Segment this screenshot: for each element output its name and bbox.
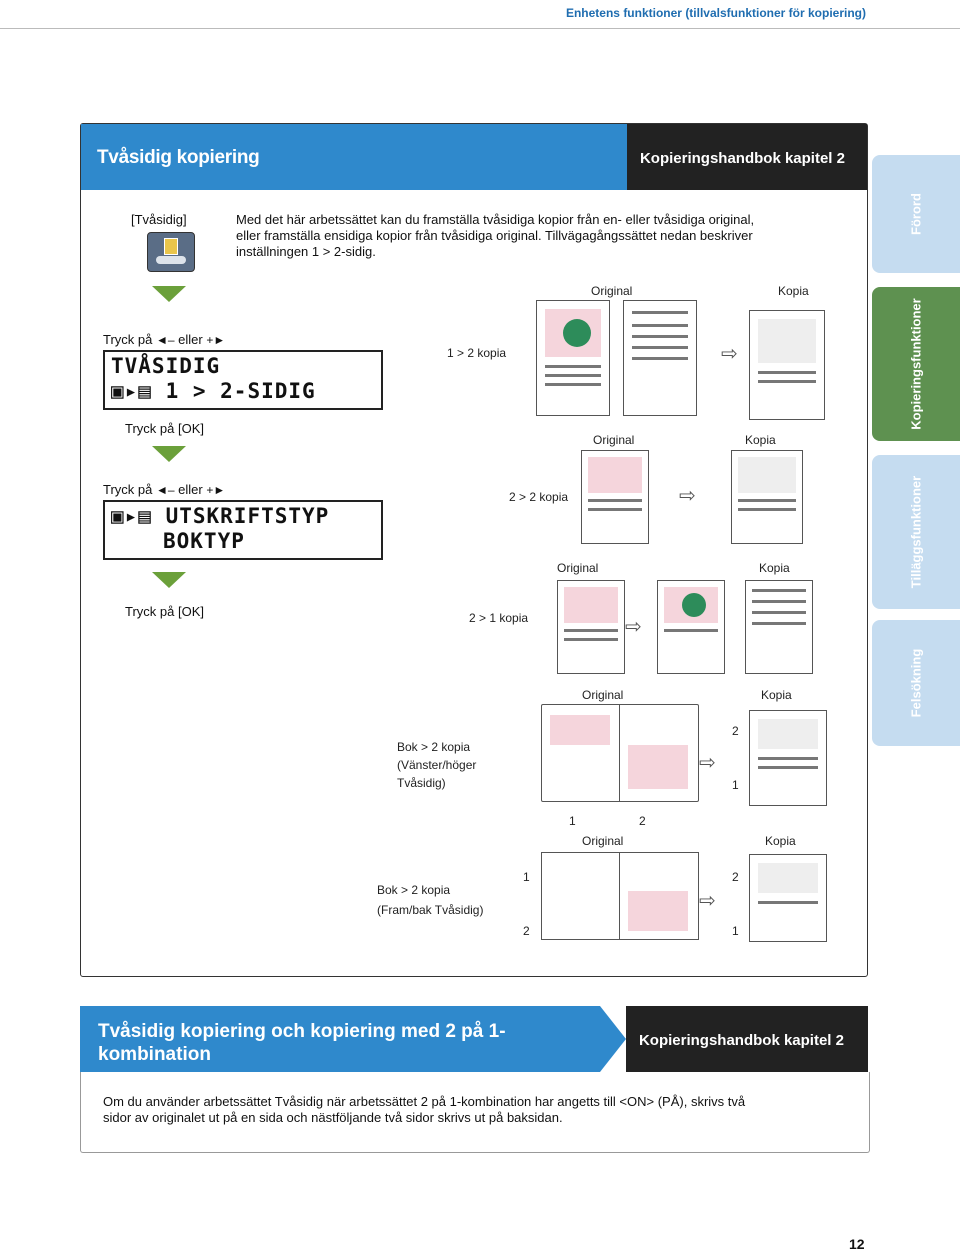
duplex-icon: ▣▸▤ [111, 504, 152, 528]
left-arrow-icon: ◄– [155, 333, 175, 347]
page-number-1: 1 [523, 870, 530, 884]
page-number-1: 1 [732, 924, 739, 938]
step-arrow-icon [152, 572, 186, 588]
manual-reference: Kopieringshandbok kapitel 2 [638, 1032, 844, 1049]
mode-2-to-2: 2 > 2 kopia [509, 490, 569, 504]
original-page [623, 300, 697, 416]
section-2-header [80, 1006, 868, 1072]
page-number-2: 2 [523, 924, 530, 938]
mode-1-to-2: 1 > 2 kopia [447, 346, 507, 360]
original-page [536, 300, 610, 416]
copy-page [657, 580, 725, 674]
left-arrow-icon: ◄– [155, 483, 175, 497]
tab-forord[interactable]: Förord [872, 155, 960, 273]
section-2-title: Tvåsidig kopiering och kopiering med 2 på 1- kombination [98, 1021, 506, 1065]
copy-page [749, 854, 827, 942]
mode-label: [Tvåsidig] [131, 212, 187, 227]
manual-reference: Kopieringshandbok kapitel 2 [639, 150, 845, 167]
column-original: Original [557, 561, 599, 575]
step-press-ok: Tryck på [OK] [125, 421, 204, 436]
tab-kopieringsfunktioner[interactable]: Kopieringsfunktioner [872, 287, 960, 441]
section-2-text: Om du använder arbetssättet Tvåsidig när arbetssättet 2 på 1-kombination har angetts till <ON> (PÅ), skrivs två sidor av originalet ut på en sida och nästföljande två sidor skrivs ut på baksidan. [103, 1094, 746, 1125]
open-book-original [541, 852, 699, 940]
column-copy: Kopia [761, 688, 792, 702]
section-two-sided [80, 123, 868, 977]
intro-text: Med det här arbetssättet kan du framställa tvåsidiga kopior från en- eller tvåsidiga original, eller framställa ensidiga kopior från tvåsidiga original. Tillvägagångssättet nedan beskriver inställningen 1 > 2-sidig. [236, 212, 755, 259]
column-copy: Kopia [745, 433, 776, 447]
column-original: Original [593, 433, 635, 447]
chapter-title: Enhetens funktioner (tillvalsfunktioner för kopiering) [565, 6, 866, 20]
section-title: Tvåsidig kopiering [97, 147, 260, 168]
step-press-ok: Tryck på [OK] [125, 604, 204, 619]
page-number: 12 [849, 1236, 865, 1252]
result-arrow-icon: ⇨ [679, 485, 696, 507]
copy-page [745, 580, 813, 674]
result-arrow-icon: ⇨ [699, 890, 716, 912]
original-page [557, 580, 625, 674]
copy-page [731, 450, 803, 544]
column-original: Original [591, 284, 633, 298]
open-book-original [541, 704, 699, 802]
result-arrow-icon: ⇨ [625, 616, 642, 638]
lcd-display-duplex: TVÅSIDIG ▣▸▤ 1 > 2-SIDIG [103, 350, 383, 410]
step-arrow-icon [152, 286, 186, 302]
right-arrow-icon: +► [206, 333, 226, 347]
result-arrow-icon: ⇨ [699, 752, 716, 774]
original-page [581, 450, 649, 544]
tab-tillaggsfunktioner[interactable]: Tilläggsfunktioner [872, 455, 960, 609]
copy-page [749, 310, 825, 420]
duplex-icon: ▣▸▤ [111, 379, 152, 403]
page-number-2: 2 [639, 814, 646, 828]
duplex-key-icon [147, 232, 195, 272]
page-number-1: 1 [732, 778, 739, 792]
mode-book-lr: Bok > 2 kopia (Vänster/höger Tvåsidig) [397, 740, 477, 790]
tab-felsokning[interactable]: Felsökning [872, 620, 960, 746]
page-number-1: 1 [569, 814, 576, 828]
page-number-2: 2 [732, 724, 739, 738]
column-copy: Kopia [778, 284, 809, 298]
mode-book-fb: Bok > 2 kopia (Fram/bak Tvåsidig) [377, 883, 484, 917]
step-press-arrows: Tryck på ◄– eller +► [103, 482, 226, 497]
chapter-header [0, 0, 960, 29]
step-arrow-icon [152, 446, 186, 462]
right-arrow-icon: +► [206, 483, 226, 497]
mode-2-to-1: 2 > 1 kopia [469, 611, 529, 625]
section-2-body [80, 1072, 870, 1153]
page-number-2: 2 [732, 870, 739, 884]
column-original: Original [582, 688, 624, 702]
step-press-arrows: Tryck på ◄– eller +► [103, 332, 226, 347]
lcd-display-printtype: ▣▸▤ UTSKRIFTSTYP BOKTYP [103, 500, 383, 560]
result-arrow-icon: ⇨ [721, 343, 738, 365]
column-original: Original [582, 834, 624, 848]
column-copy: Kopia [759, 561, 790, 575]
column-copy: Kopia [765, 834, 796, 848]
copy-page [749, 710, 827, 806]
section-header [81, 124, 867, 190]
